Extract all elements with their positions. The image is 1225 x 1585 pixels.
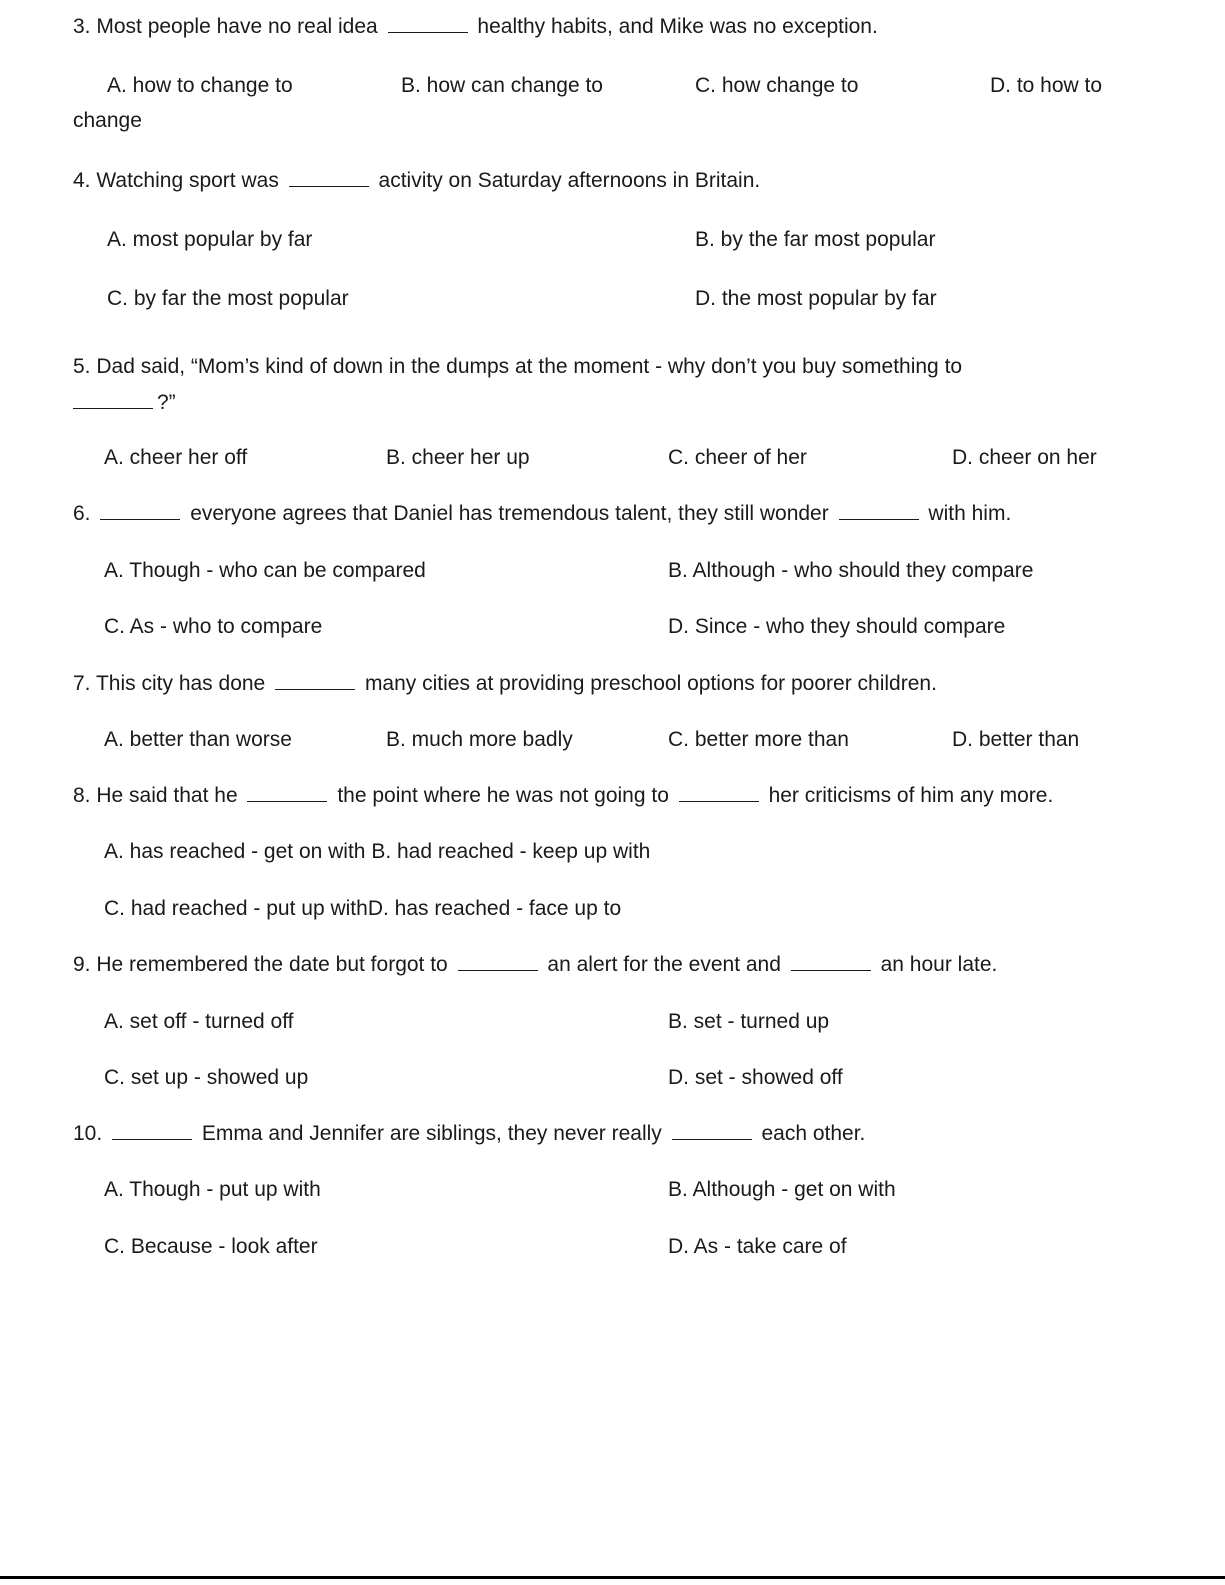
question-text: everyone agrees that Daniel has tremendous talent, they still wonder <box>190 502 829 525</box>
question-number: 4. <box>73 169 91 192</box>
question-text: each other. <box>761 1122 866 1145</box>
question-text: ?” <box>157 391 176 414</box>
question-text: an hour late. <box>880 953 998 976</box>
option-a[interactable]: A. set off - turned off <box>104 1010 294 1033</box>
option-d[interactable]: D. Since - who they should compare <box>668 615 1006 638</box>
question-text: Most people have no real idea <box>96 15 378 38</box>
option-d[interactable]: D. set - showed off <box>668 1066 843 1089</box>
question-text: He said that he <box>96 784 238 807</box>
option-a[interactable]: A. how to change to <box>107 74 293 97</box>
option-a[interactable]: A. Though - put up with <box>104 1178 321 1201</box>
question-text: an alert for the event and <box>547 953 781 976</box>
question-text: the point where he was not going to <box>337 784 669 807</box>
question-text: with him. <box>928 502 1012 525</box>
option-a[interactable]: A. Though - who can be compared <box>104 559 426 582</box>
option-d[interactable]: D. better than <box>952 728 1080 751</box>
option-c-d-line <box>104 894 621 924</box>
question-text: Emma and Jennifer are siblings, they never really <box>201 1122 662 1145</box>
option-b[interactable]: B. how can change to <box>401 74 603 97</box>
option-c[interactable]: C. set up - showed up <box>104 1066 309 1089</box>
question-9-stem <box>73 950 997 980</box>
answer-blank[interactable] <box>791 950 871 971</box>
answer-blank[interactable] <box>73 388 153 409</box>
option-a[interactable]: A. cheer her off <box>104 446 248 469</box>
option-b[interactable]: B. cheer her up <box>386 446 530 469</box>
option-a[interactable]: A. most popular by far <box>107 228 313 251</box>
answer-blank[interactable] <box>100 499 180 520</box>
option-d[interactable]: D. the most popular by far <box>695 287 937 310</box>
option-b[interactable]: B. set - turned up <box>668 1010 830 1033</box>
option-d[interactable]: D. As - take care of <box>668 1235 847 1258</box>
option-b[interactable]: B. Although - get on with <box>668 1178 896 1201</box>
option-d[interactable]: D. cheer on her <box>952 446 1097 469</box>
question-number: 9. <box>73 953 91 976</box>
option-d-continued: change <box>73 109 142 132</box>
answer-blank[interactable] <box>275 669 355 690</box>
answer-blank[interactable] <box>839 499 919 520</box>
option-c[interactable]: C. had reached - put up with <box>104 897 368 920</box>
answer-blank[interactable] <box>672 1119 752 1140</box>
option-d[interactable]: D. to how to <box>990 74 1103 97</box>
option-a[interactable]: A. better than worse <box>104 728 292 751</box>
option-a-b[interactable]: A. has reached - get on with B. had reached - keep up with <box>104 840 651 863</box>
option-b[interactable]: B. much more badly <box>386 728 573 751</box>
question-8-stem <box>73 781 1053 811</box>
question-text: He remembered the date but forgot to <box>96 953 448 976</box>
answer-blank[interactable] <box>458 950 538 971</box>
question-text: many cities at providing preschool options for poorer children. <box>364 672 937 695</box>
option-c[interactable]: C. cheer of her <box>668 446 807 469</box>
option-b[interactable]: B. Although - who should they compare <box>668 559 1034 582</box>
question-number: 8. <box>73 784 91 807</box>
question-number: 7. <box>73 672 91 695</box>
page-bottom-rule <box>0 1576 1225 1579</box>
option-c[interactable]: C. by far the most popular <box>107 287 349 310</box>
option-c[interactable]: C. As - who to compare <box>104 615 323 638</box>
question-5-stem <box>73 352 962 382</box>
question-text: healthy habits, and Mike was no exception. <box>477 15 878 38</box>
answer-blank[interactable] <box>679 781 759 802</box>
answer-blank[interactable] <box>388 12 468 33</box>
question-10-stem <box>73 1119 865 1149</box>
question-text: Watching sport was <box>96 169 279 192</box>
question-5-stem-continued <box>73 388 176 418</box>
question-number: 5. <box>73 355 91 378</box>
question-text: her criticisms of him any more. <box>768 784 1054 807</box>
question-number: 3. <box>73 15 91 38</box>
question-number: 10. <box>73 1122 103 1145</box>
option-b[interactable]: B. by the far most popular <box>695 228 936 251</box>
option-c[interactable]: C. Because - look after <box>104 1235 318 1258</box>
question-number: 6. <box>73 502 91 525</box>
answer-blank[interactable] <box>112 1119 192 1140</box>
option-d[interactable]: D. has reached - face up to <box>367 897 622 920</box>
answer-blank[interactable] <box>247 781 327 802</box>
question-text: activity on Saturday afternoons in Britain. <box>378 169 761 192</box>
question-6-stem <box>73 499 1011 529</box>
answer-blank[interactable] <box>289 166 369 187</box>
option-c[interactable]: C. better more than <box>668 728 849 751</box>
question-text: Dad said, “Mom’s kind of down in the dumps at the moment - why don’t you buy something to <box>96 355 963 378</box>
question-7-stem <box>73 669 937 699</box>
question-4-stem <box>73 166 760 196</box>
option-c[interactable]: C. how change to <box>695 74 859 97</box>
question-3-stem <box>73 12 878 42</box>
question-text: This city has done <box>95 672 266 695</box>
